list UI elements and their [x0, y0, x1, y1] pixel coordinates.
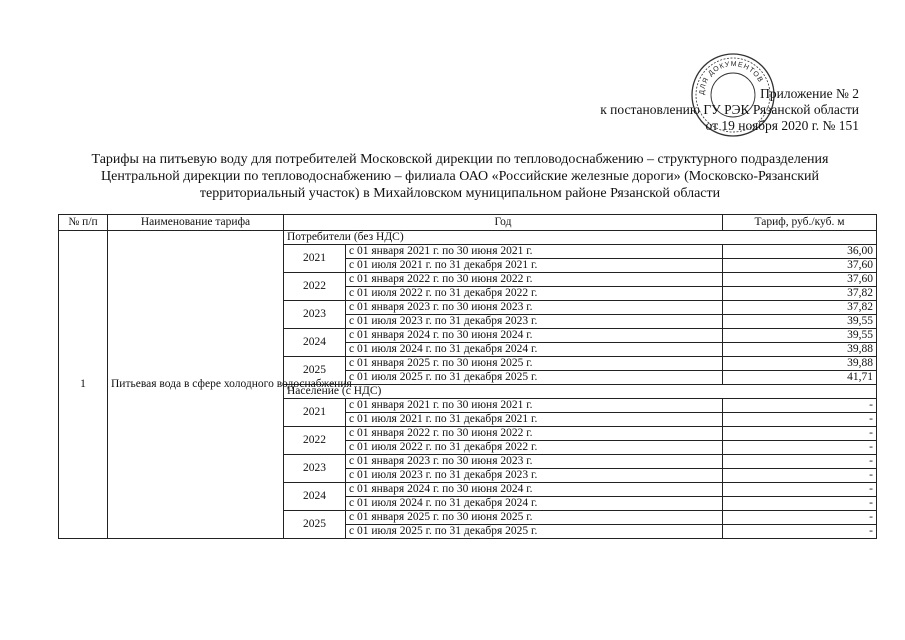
year-cell: 2025 [284, 511, 346, 539]
year-cell: 2021 [284, 245, 346, 273]
title-line-3: территориальный участок) в Михайловском муниципальном районе Рязанской области [199, 186, 721, 201]
tariff-value-cell: - [723, 441, 877, 455]
group-label: Потребители (без НДС) [284, 231, 877, 245]
period-cell: с 01 июля 2021 г. по 31 декабря 2021 г. [346, 259, 723, 273]
period-cell: с 01 июля 2025 г. по 31 декабря 2025 г. [346, 371, 723, 385]
group-label: Население (с НДС) [284, 385, 877, 399]
year-cell: 2023 [284, 455, 346, 483]
appendix-number: Приложение № 2 [760, 86, 859, 101]
header-tariff: Тариф, руб./куб. м [723, 215, 877, 231]
tariff-value-cell: 36,00 [723, 245, 877, 259]
tariff-value-cell: 37,60 [723, 273, 877, 287]
period-cell: с 01 января 2024 г. по 30 июня 2024 г. [346, 483, 723, 497]
tariff-value-cell: 39,55 [723, 329, 877, 343]
period-cell: с 01 июля 2022 г. по 31 декабря 2022 г. [346, 287, 723, 301]
appendix-resolution: к постановлению ГУ РЭК Рязанской области [600, 102, 859, 117]
tariff-value-cell: - [723, 483, 877, 497]
tariff-value-cell: 37,82 [723, 301, 877, 315]
tariff-value-cell: 39,55 [723, 315, 877, 329]
tariff-name: Питьевая вода в сфере холодного водоснабжения [108, 231, 284, 539]
header-name: Наименование тарифа [108, 215, 284, 231]
tariff-value-cell: - [723, 469, 877, 483]
year-cell: 2025 [284, 357, 346, 385]
period-cell: с 01 июля 2023 г. по 31 декабря 2023 г. [346, 469, 723, 483]
period-cell: с 01 января 2022 г. по 30 июня 2022 г. [346, 427, 723, 441]
appendix-date: от 19 ноября 2020 г. № 151 [705, 118, 859, 133]
period-cell: с 01 июля 2021 г. по 31 декабря 2021 г. [346, 413, 723, 427]
tariff-value-cell: 39,88 [723, 343, 877, 357]
year-cell: 2022 [284, 273, 346, 301]
period-cell: с 01 января 2021 г. по 30 июня 2021 г. [346, 245, 723, 259]
title-line-2: Центральной дирекции по тепловодоснабжению – филиала ОАО «Российские железные дороги» (Московско-Рязанский [101, 169, 819, 184]
tariff-value-cell: - [723, 413, 877, 427]
tariff-value-cell: 37,82 [723, 287, 877, 301]
period-cell: с 01 января 2025 г. по 30 июня 2025 г. [346, 357, 723, 371]
appendix-header [600, 86, 859, 134]
tariff-value-cell: - [723, 511, 877, 525]
tariff-value-cell: 37,60 [723, 259, 877, 273]
tariff-value-cell: - [723, 399, 877, 413]
year-cell: 2024 [284, 329, 346, 357]
period-cell: с 01 января 2022 г. по 30 июня 2022 г. [346, 273, 723, 287]
period-cell: с 01 июля 2023 г. по 31 декабря 2023 г. [346, 315, 723, 329]
row-number: 1 [59, 231, 108, 539]
period-cell: с 01 июля 2024 г. по 31 декабря 2024 г. [346, 343, 723, 357]
year-cell: 2024 [284, 483, 346, 511]
tariff-value-cell: 39,88 [723, 357, 877, 371]
table-header-row [59, 215, 877, 231]
header-year: Год [284, 215, 723, 231]
period-cell: с 01 января 2025 г. по 30 июня 2025 г. [346, 511, 723, 525]
period-cell: с 01 января 2024 г. по 30 июня 2024 г. [346, 329, 723, 343]
period-cell: с 01 июля 2025 г. по 31 декабря 2025 г. [346, 525, 723, 539]
period-cell: с 01 июля 2024 г. по 31 декабря 2024 г. [346, 497, 723, 511]
table-body [59, 231, 877, 539]
title-line-1: Тарифы на питьевую воду для потребителей Московской дирекции по тепловодоснабжению – структурного подразделения [91, 152, 829, 167]
tariff-value-cell: - [723, 497, 877, 511]
year-cell: 2022 [284, 427, 346, 455]
period-cell: с 01 января 2023 г. по 30 июня 2023 г. [346, 301, 723, 315]
period-cell: с 01 января 2021 г. по 30 июня 2021 г. [346, 399, 723, 413]
tariff-value-cell: - [723, 455, 877, 469]
year-cell: 2021 [284, 399, 346, 427]
tariff-value-cell: - [723, 525, 877, 539]
period-cell: с 01 июля 2022 г. по 31 декабря 2022 г. [346, 441, 723, 455]
tariff-value-cell: 41,71 [723, 371, 877, 385]
tariff-value-cell: - [723, 427, 877, 441]
stamp-text: ДЛЯ ДОКУМЕНТОВ [698, 60, 764, 96]
header-num: № п/п [59, 215, 108, 231]
tariff-table [58, 214, 877, 539]
year-cell: 2023 [284, 301, 346, 329]
group-row [59, 231, 877, 245]
document-title [40, 151, 880, 202]
period-cell: с 01 января 2023 г. по 30 июня 2023 г. [346, 455, 723, 469]
